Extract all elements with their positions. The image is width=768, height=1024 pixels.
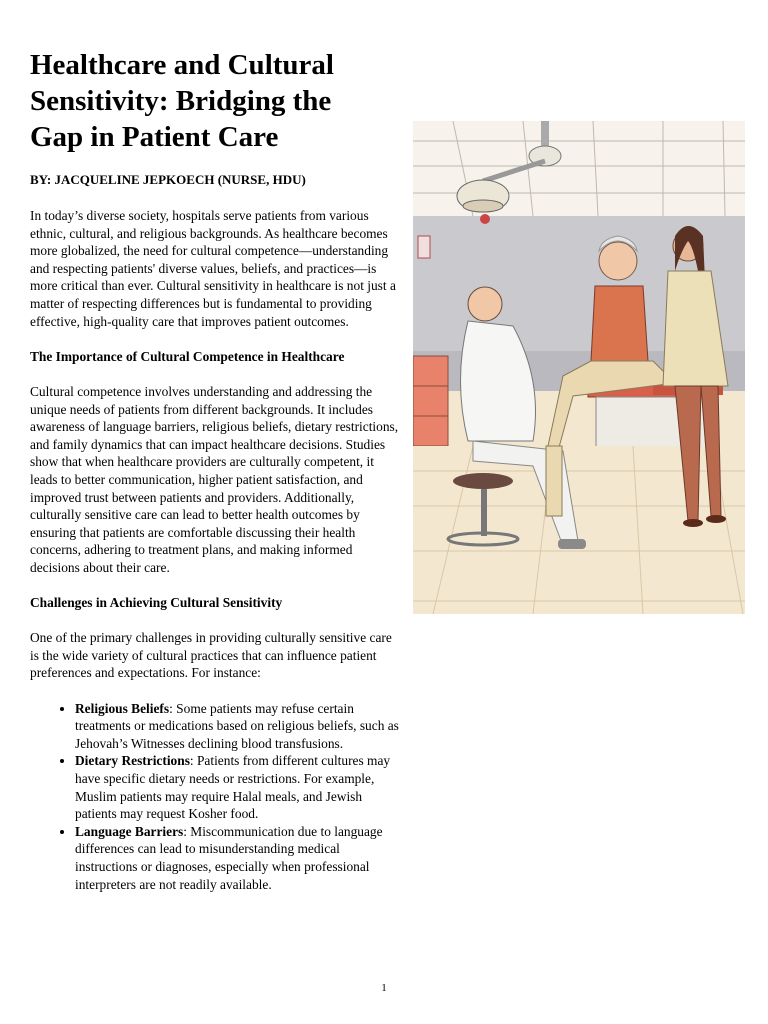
intro-paragraph: In today’s diverse society, hospitals serve patients from various ethnic, cultural, and religious backgrounds. As healthcare becomes more globalized, the need for cultural competence—understanding and respecting patients' diverse values, beliefs, and practices—is more critical than ever. Cultural sensitivity in healthcare is not just a matter of respecting differences but is fundamental to providing effective, high-quality care that improves patient outcomes. (30, 208, 396, 329)
list-item (75, 752, 402, 822)
list-item (75, 823, 402, 893)
list-item-term: Dietary Restrictions (75, 753, 190, 769)
section-heading-challenges: Challenges in Achieving Cultural Sensitivity (30, 595, 283, 611)
section-heading-importance: The Importance of Cultural Competence in Healthcare (30, 348, 345, 364)
importance-paragraph: Cultural competence involves understanding and addressing the unique needs of patients from different backgrounds. It includes awareness of language barriers, religious beliefs, dietary restrictions, and family dynamics that can impact healthcare decisions. Studies show that when healthcare providers are culturally competent, it leads to better communication, higher patient satisfaction, and improved trust between patients and providers. Additionally, culturally sensitive care can lead to better health outcomes by ensuring that patients are comfortable discussing their health concerns, adhering to treatment plans, and making informed decisions about their care. (30, 383, 399, 575)
list-item-term: Language Barriers (75, 823, 184, 839)
list-item-text: : Miscommunication due to language differences can lead to misunderstanding medical instructions or diagnoses, especially when professional interpreters are not readily available. (75, 823, 383, 892)
article-title: Healthcare and Cultural Sensitivity: Bridging the Gap in Patient Care (30, 49, 334, 153)
page-number: 1 (381, 982, 387, 994)
challenges-paragraph: One of the primary challenges in providing culturally sensitive care is the wide variety of cultural practices that can influence patient preferences and expectations. For instance: (30, 630, 392, 681)
list-item-text: : Some patients may refuse certain treatments or medications based on religious beliefs, such as Jehovah’s Witnesses declining blood transfusions. (75, 700, 399, 751)
byline: BY: JACQUELINE JEPKOECH (NURSE, HDU) (30, 172, 306, 187)
clinic-illustration (413, 121, 745, 614)
list-item-text: : Patients from different cultures may have specific dietary needs or restrictions. For example, Muslim patients may require Halal meals, and Jewish patients may request Kosher food. (75, 753, 391, 822)
list-item (75, 700, 402, 753)
challenges-list (30, 700, 402, 894)
list-item-term: Religious Beliefs (75, 700, 170, 716)
article-body (30, 207, 402, 893)
